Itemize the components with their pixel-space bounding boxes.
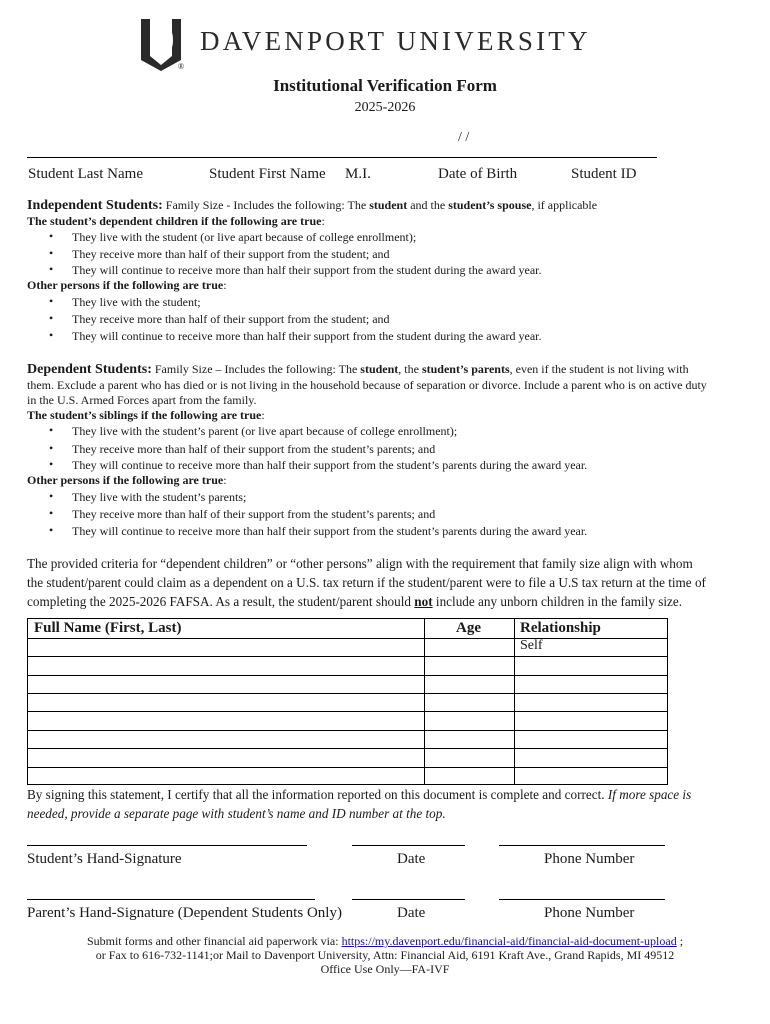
bullet: • bbox=[49, 229, 54, 243]
list-item: They live with the student (or live apart because of college enrollment); bbox=[72, 230, 417, 244]
relationship-cell[interactable] bbox=[515, 731, 667, 748]
phone-number-label: Phone Number bbox=[544, 851, 635, 867]
age-cell[interactable] bbox=[425, 657, 514, 675]
column-header-full-name: Full Name (First, Last) bbox=[34, 620, 182, 636]
office-use-label: Office Use Only—FA-IVF bbox=[320, 962, 450, 976]
date-label: Date bbox=[397, 851, 426, 867]
list-item: They will continue to receive more than half their support from the student’s parents during the award year. bbox=[72, 458, 588, 472]
bullet: • bbox=[49, 328, 54, 342]
student-phone-line[interactable] bbox=[499, 845, 665, 846]
list-item: They will continue to receive more than half their support from the student’s parents during the award year. bbox=[72, 524, 588, 538]
student-first-name-label: Student First Name bbox=[209, 166, 326, 182]
relationship-cell[interactable] bbox=[515, 676, 667, 693]
date-label: Date bbox=[397, 905, 426, 921]
column-header-age: Age bbox=[456, 620, 481, 636]
footer-mail-line: or Fax to 616-732-1141;or Mail to Davenport University, Attn: Financial Aid, 6191 Kraft Ave., Grand Rapids, MI 49512 bbox=[95, 948, 675, 962]
age-cell[interactable] bbox=[425, 712, 514, 730]
age-cell[interactable] bbox=[425, 731, 514, 748]
list-item: They live with the student; bbox=[72, 295, 201, 309]
bullet: • bbox=[49, 523, 54, 537]
name-cell[interactable] bbox=[28, 676, 424, 693]
dependent-others-heading: Other persons if the following are true: bbox=[27, 473, 227, 487]
independent-intro: Independent Students: Family Size - Includes the following: The student and the student’s spouse, if applicable bbox=[27, 198, 598, 213]
parent-date-line[interactable] bbox=[352, 899, 465, 900]
list-item: They receive more than half of their support from the student; and bbox=[72, 312, 390, 326]
dependent-intro: Dependent Students: Family Size – Includes the following: The student, the student’s parents, even if the student is not living with bbox=[27, 362, 689, 377]
name-cell[interactable] bbox=[28, 731, 424, 748]
parent-signature-label: Parent’s Hand-Signature (Dependent Students Only) bbox=[27, 905, 342, 921]
list-item: They receive more than half of their support from the student’s parents; and bbox=[72, 507, 436, 521]
form-year: 2025-2026 bbox=[354, 100, 416, 115]
student-last-name-label: Student Last Name bbox=[28, 166, 143, 182]
phone-number-label: Phone Number bbox=[544, 905, 635, 921]
parent-phone-line[interactable] bbox=[499, 899, 665, 900]
name-cell[interactable] bbox=[28, 712, 424, 730]
relationship-cell[interactable] bbox=[515, 749, 667, 767]
bullet: • bbox=[49, 294, 54, 308]
name-cell[interactable] bbox=[28, 694, 424, 711]
independent-others-heading: Other persons if the following are true: bbox=[27, 278, 227, 292]
bullet: • bbox=[49, 489, 54, 503]
student-info-line[interactable] bbox=[27, 157, 657, 158]
dependent-intro-line2: them. Exclude a parent who has died or is not living in the household because of separation or divorce. Include a parent who is on active duty bbox=[27, 378, 707, 392]
age-cell[interactable] bbox=[425, 749, 514, 767]
name-cell[interactable] bbox=[28, 638, 424, 656]
student-date-line[interactable] bbox=[352, 845, 465, 846]
bullet: • bbox=[49, 441, 54, 455]
age-cell[interactable] bbox=[425, 638, 514, 656]
list-item: They live with the student’s parents; bbox=[72, 490, 247, 504]
middle-initial-label: M.I. bbox=[345, 166, 371, 182]
bullet: • bbox=[49, 506, 54, 520]
dependent-intro-line3: in the U.S. Armed Forces apart from the family. bbox=[27, 393, 257, 407]
bullet: • bbox=[49, 457, 54, 471]
date-of-birth-slashes: / / bbox=[458, 130, 470, 145]
certification-statement: By signing this statement, I certify that all the information reported on this document is complete and correct. If more space is needed, provide a separate page with student’s name and ID number at the top. bbox=[27, 787, 692, 821]
list-item: They live with the student’s parent (or live apart because of college enrollment); bbox=[72, 424, 458, 438]
relationship-cell[interactable] bbox=[515, 694, 667, 711]
relationship-cell[interactable] bbox=[515, 657, 667, 675]
bullet: • bbox=[49, 423, 54, 437]
list-item: They will continue to receive more than half their support from the student during the award year. bbox=[72, 263, 542, 277]
brand-name: DAVENPORT UNIVERSITY bbox=[200, 26, 591, 56]
bullet: • bbox=[49, 246, 54, 260]
independent-heading: Independent Students: bbox=[27, 198, 163, 213]
relationship-cell[interactable] bbox=[515, 712, 667, 730]
registered-mark: ® bbox=[178, 62, 185, 71]
bullet: • bbox=[49, 311, 54, 325]
form-title: Institutional Verification Form bbox=[273, 76, 497, 95]
dependent-heading: Dependent Students: bbox=[27, 362, 152, 377]
student-signature-line[interactable] bbox=[27, 845, 307, 846]
dependent-siblings-heading: The student’s siblings if the following are true: bbox=[27, 408, 265, 422]
household-table bbox=[27, 618, 668, 785]
list-item: They receive more than half of their support from the student; and bbox=[72, 247, 390, 261]
document-upload-link[interactable]: https://my.davenport.edu/financial-aid/financial-aid-document-upload bbox=[341, 934, 677, 948]
list-item: They will continue to receive more than half their support from the student during the award year. bbox=[72, 329, 542, 343]
age-cell[interactable] bbox=[425, 694, 514, 711]
parent-signature-line[interactable] bbox=[27, 899, 315, 900]
row-divider bbox=[28, 767, 667, 768]
footer-submit-line: Submit forms and other financial aid paperwork via: https://my.davenport.edu/financial-aid/financial-aid-document-upload ; bbox=[86, 934, 684, 948]
date-of-birth-label: Date of Birth bbox=[438, 166, 518, 182]
name-cell[interactable] bbox=[28, 749, 424, 767]
criteria-paragraph: The provided criteria for “dependent children” or “other persons” align with the requirement that family size align with whom the student/parent could claim as a dependent on a U.S. tax return if the student/parent were to file a U.S tax return at the time of completing the 2025-2026 FAFSA. As a result, the student/parent should not include any unborn children in the family size. bbox=[27, 556, 706, 609]
independent-children-heading: The student’s dependent children if the following are true: bbox=[27, 214, 325, 228]
age-cell[interactable] bbox=[425, 676, 514, 693]
column-header-relationship: Relationship bbox=[520, 620, 601, 636]
name-cell[interactable] bbox=[28, 657, 424, 675]
bullet: • bbox=[49, 262, 54, 276]
student-id-label: Student ID bbox=[571, 166, 637, 182]
list-item: They receive more than half of their support from the student’s parents; and bbox=[72, 442, 436, 456]
relationship-cell[interactable]: Self bbox=[520, 638, 543, 653]
student-signature-label: Student’s Hand-Signature bbox=[27, 851, 182, 867]
